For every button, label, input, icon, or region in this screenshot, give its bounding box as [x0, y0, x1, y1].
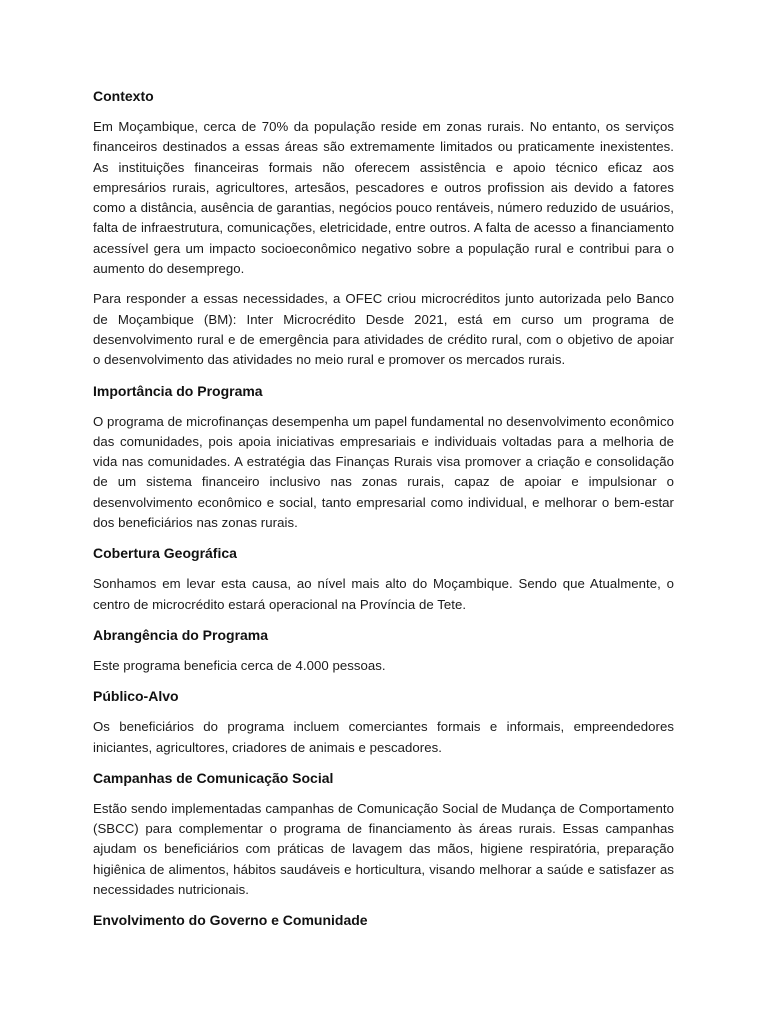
- section-abrangencia: [93, 625, 674, 676]
- section-cobertura: [93, 543, 674, 615]
- section-importancia: [93, 381, 674, 534]
- section-heading: Contexto: [93, 88, 154, 104]
- section-envolvimento: [93, 910, 674, 930]
- section-heading: Envolvimento do Governo e Comunidade: [93, 912, 368, 929]
- section-heading: Público-Alvo: [93, 688, 179, 705]
- section-publico-alvo: [93, 686, 674, 758]
- section-campanhas: [93, 768, 674, 900]
- section-paragraph: Os beneficiários do programa incluem comerciantes formais e informais, empreendedores iniciantes, agricultores, criadores de animais e pescadores.: [93, 719, 674, 755]
- section-heading: Importância do Programa: [93, 382, 263, 399]
- section-paragraph: Em Moçambique, cerca de 70% da população reside em zonas rurais. No entanto, os serviços financeiros destinados a essas áreas são extremamente limitados ou praticamente inexistentes. As instituições financeiras formais não oferecem assistência e apoio técnico eficaz aos empresários rurais, agricultores, artesãos, pescadores e outros profission ais devido a fatores como a distância, ausência de garantias, negócios pouco rentáveis, número reduzido de usuários, falta de infraestrutura, comunicações, eletricidade, entre outros. A falta de acesso a financiamento acessível gera um impacto socioeconômico negativo sobre a população rural e contribui para o aumento do desemprego.: [93, 119, 674, 277]
- section-paragraph: Este programa beneficia cerca de 4.000 pessoas.: [93, 657, 386, 673]
- section-heading: Cobertura Geográfica: [93, 545, 237, 562]
- section-paragraph: Estão sendo implementadas campanhas de Comunicação Social de Mudança de Comportamento (SBCC) para complementar o programa de financiamento às áreas rurais. Essas campanhas ajudam os beneficiários com práticas de lavagem das mãos, higiene respiratória, preparação higiênica de alimentos, hábitos saudáveis e horticultura, visando melhorar a saúde e satisfazer as necessidades nutricionais.: [93, 800, 674, 898]
- section-paragraph: O programa de microfinanças desempenha um papel fundamental no desenvolvimento econômico das comunidades, pois apoia iniciativas empresariais e individuais voltadas para a melhoria de vida nas comunidades. A estratégia das Finanças Rurais visa promover a criação e consolidação de um sistema financeiro inclusivo nas zonas rurais, capaz de apoiar e impulsionar o desenvolvimento econômico e social, tanto empresarial como individual, e melhorar o bem-estar dos beneficiários nas zonas rurais.: [93, 413, 674, 531]
- section-heading: Abrangência do Programa: [93, 626, 269, 643]
- section-paragraph: Sonhamos em levar esta causa, ao nível mais alto do Moçambique. Sendo que Atualmente, o centro de microcrédito estará operacional na Província de Tete.: [93, 576, 674, 612]
- document-page: [93, 86, 674, 941]
- section-heading: Campanhas de Comunicação Social: [93, 769, 334, 786]
- section-contexto: [93, 86, 674, 371]
- section-paragraph: Para responder a essas necessidades, a OFEC criou microcréditos junto autorizada pelo Banco de Moçambique (BM): Inter Microcrédito Desde 2021, está em curso um programa de desenvolvimento rural e de emergência para atividades de crédito rural, com o objetivo de apoiar o desenvolvimento das atividades no meio rural e promover os mercados rurais.: [93, 291, 674, 368]
